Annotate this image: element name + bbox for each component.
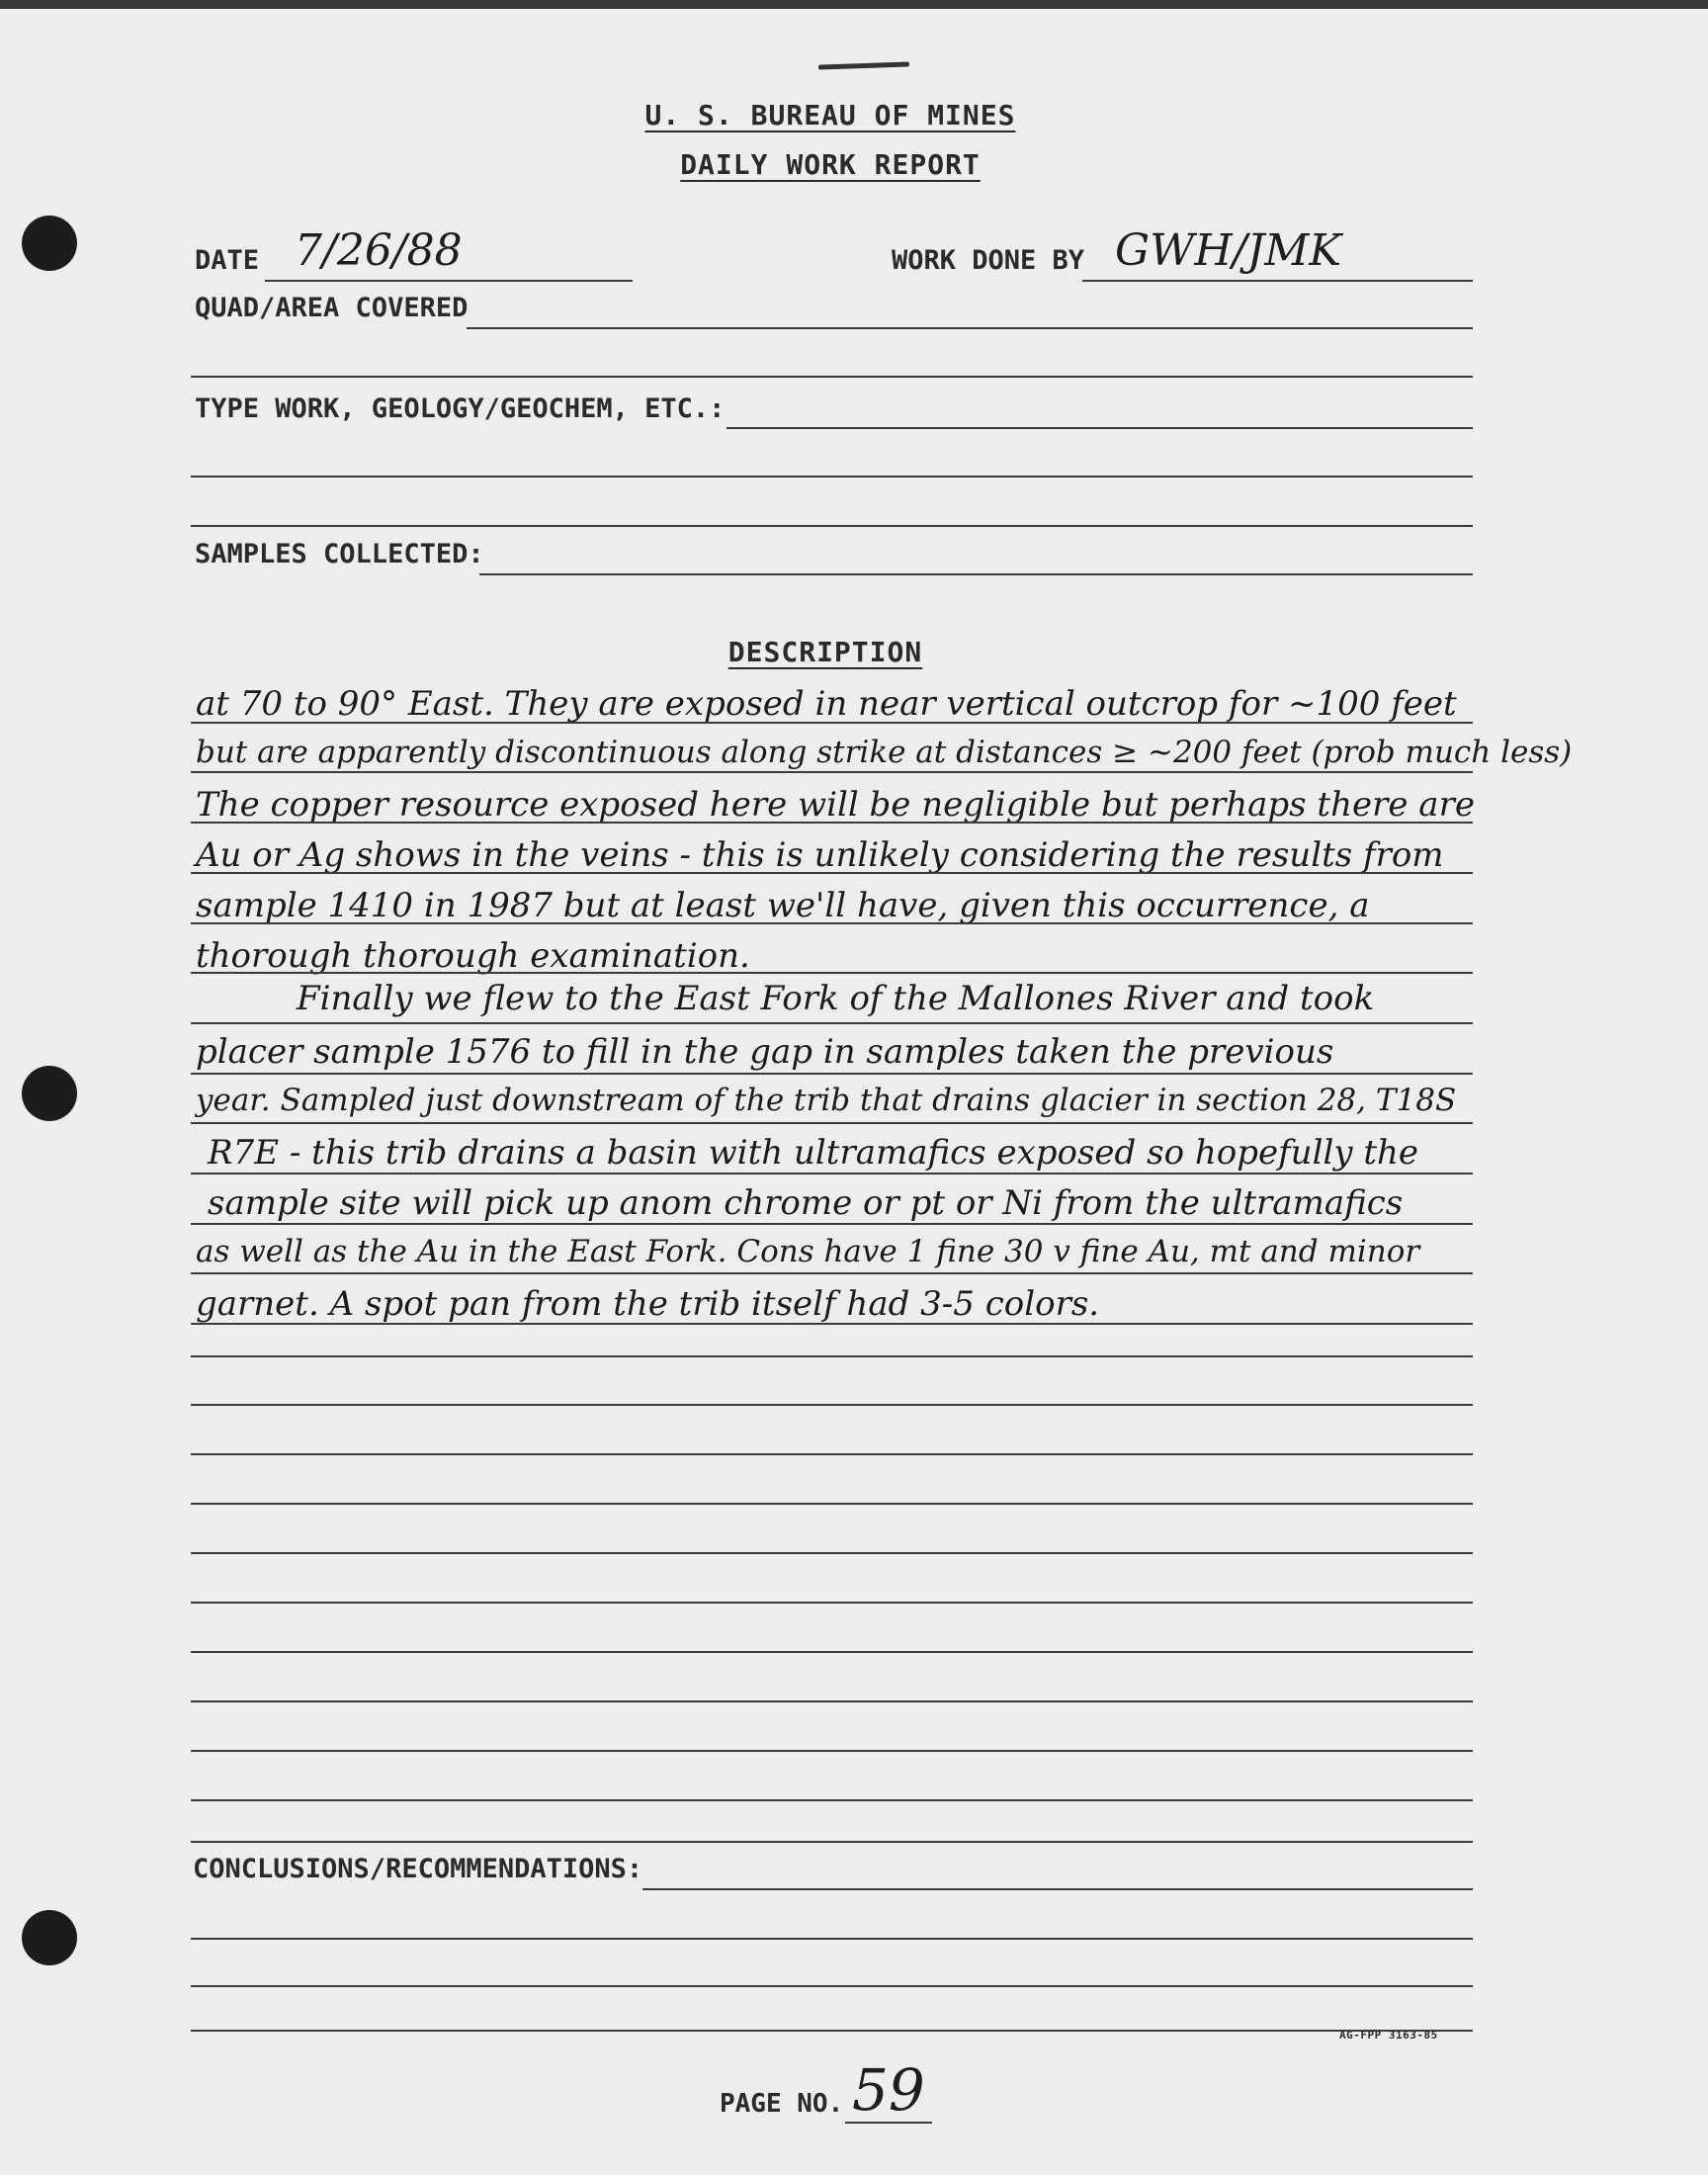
punch-hole-middle [22, 1066, 77, 1121]
punch-hole-bottom [22, 1910, 77, 1965]
type-work-rule-3 [191, 525, 1473, 527]
conclusions-rule-2 [191, 1938, 1473, 1940]
conclusions-rule-3 [191, 1985, 1473, 1987]
form-number: AG-FPP 3163-85 [1339, 2029, 1438, 2042]
description-rule [191, 1841, 1473, 1843]
samples-collected-rule [479, 573, 1473, 575]
description-rule [191, 1602, 1473, 1604]
description-rule [191, 922, 1473, 924]
work-done-by-label: WORK DONE BY [892, 245, 1085, 276]
page-number-label: PAGE NO. [720, 2089, 844, 2119]
description-line: thorough thorough examination. [196, 936, 750, 976]
description-rule [191, 1503, 1473, 1505]
description-rule [191, 822, 1473, 824]
description-rule [191, 1272, 1473, 1274]
description-line: The copper resource exposed here will be negligible but perhaps there are [196, 785, 1475, 825]
description-heading: DESCRIPTION [727, 636, 923, 668]
conclusions-label: CONCLUSIONS/RECOMMENDATIONS: [193, 1854, 643, 1884]
description-line: but are apparently discontinuous along strike at distances ≥ ~200 feet (prob much less) [196, 735, 1573, 770]
conclusions-rule-4 [191, 2030, 1473, 2032]
description-rule [191, 872, 1473, 874]
description-rule [191, 1122, 1473, 1124]
description-line: sample site will pick up anom chrome or pt or Ni from the ultramafics [208, 1183, 1404, 1223]
description-rule [191, 1651, 1473, 1653]
punch-hole-top [22, 216, 77, 271]
description-rule [191, 1700, 1473, 1702]
description-line: garnet. A spot pan from the trib itself had 3-5 colors. [196, 1284, 1100, 1324]
description-line: Finally we flew to the East Fork of the Mallones River and took [297, 979, 1375, 1018]
type-work-rule-2 [191, 476, 1473, 478]
description-rule [191, 1022, 1473, 1024]
description-line: at 70 to 90° East. They are exposed in near vertical outcrop for ~100 feet [196, 684, 1457, 724]
description-rule [191, 1404, 1473, 1406]
report-title: DAILY WORK REPORT [680, 148, 981, 181]
date-label: DATE [195, 245, 260, 276]
quad-area-rule [467, 327, 1473, 329]
scan-top-edge [0, 0, 1708, 9]
date-rule [265, 280, 633, 282]
description-line: sample 1410 in 1987 but at least we'll have, given this occurrence, a [196, 886, 1370, 925]
description-rule [191, 1453, 1473, 1455]
description-rule [191, 1750, 1473, 1752]
agency-heading: U. S. BUREAU OF MINES [644, 99, 1016, 131]
type-work-label: TYPE WORK, GEOLOGY/GEOCHEM, ETC.: [195, 393, 726, 424]
description-rule [191, 1799, 1473, 1801]
description-line: placer sample 1576 to fill in the gap in samples taken the previous [196, 1032, 1334, 1072]
conclusions-rule [642, 1888, 1473, 1890]
description-rule [191, 722, 1473, 724]
description-line: as well as the Au in the East Fork. Cons have 1 fine 30 v fine Au, mt and minor [196, 1234, 1420, 1269]
quad-area-rule-2 [191, 376, 1473, 378]
description-rule [191, 1223, 1473, 1225]
header-dash-mark [818, 61, 909, 69]
description-rule [191, 972, 1473, 974]
description-rule [191, 1552, 1473, 1554]
description-rule [191, 1173, 1473, 1174]
samples-collected-label: SAMPLES COLLECTED: [195, 539, 484, 569]
quad-area-label: QUAD/AREA COVERED [195, 293, 469, 323]
type-work-rule [726, 427, 1473, 429]
description-rule [191, 1323, 1473, 1325]
description-line: Au or Ag shows in the veins - this is unlikely considering the results from [196, 835, 1444, 875]
description-rule [191, 1355, 1473, 1357]
page-number-value: 59 [852, 2056, 925, 2124]
description-line: R7E - this trib drains a basin with ultramafics exposed so hopefully the [208, 1133, 1419, 1173]
date-value: 7/26/88 [295, 225, 463, 276]
work-done-by-value: GWH/JMK [1115, 225, 1342, 276]
work-done-by-rule [1082, 280, 1473, 282]
description-line: year. Sampled just downstream of the trib that drains glacier in section 28, T18S [196, 1083, 1457, 1118]
description-rule [191, 771, 1473, 773]
description-rule [191, 1073, 1473, 1075]
